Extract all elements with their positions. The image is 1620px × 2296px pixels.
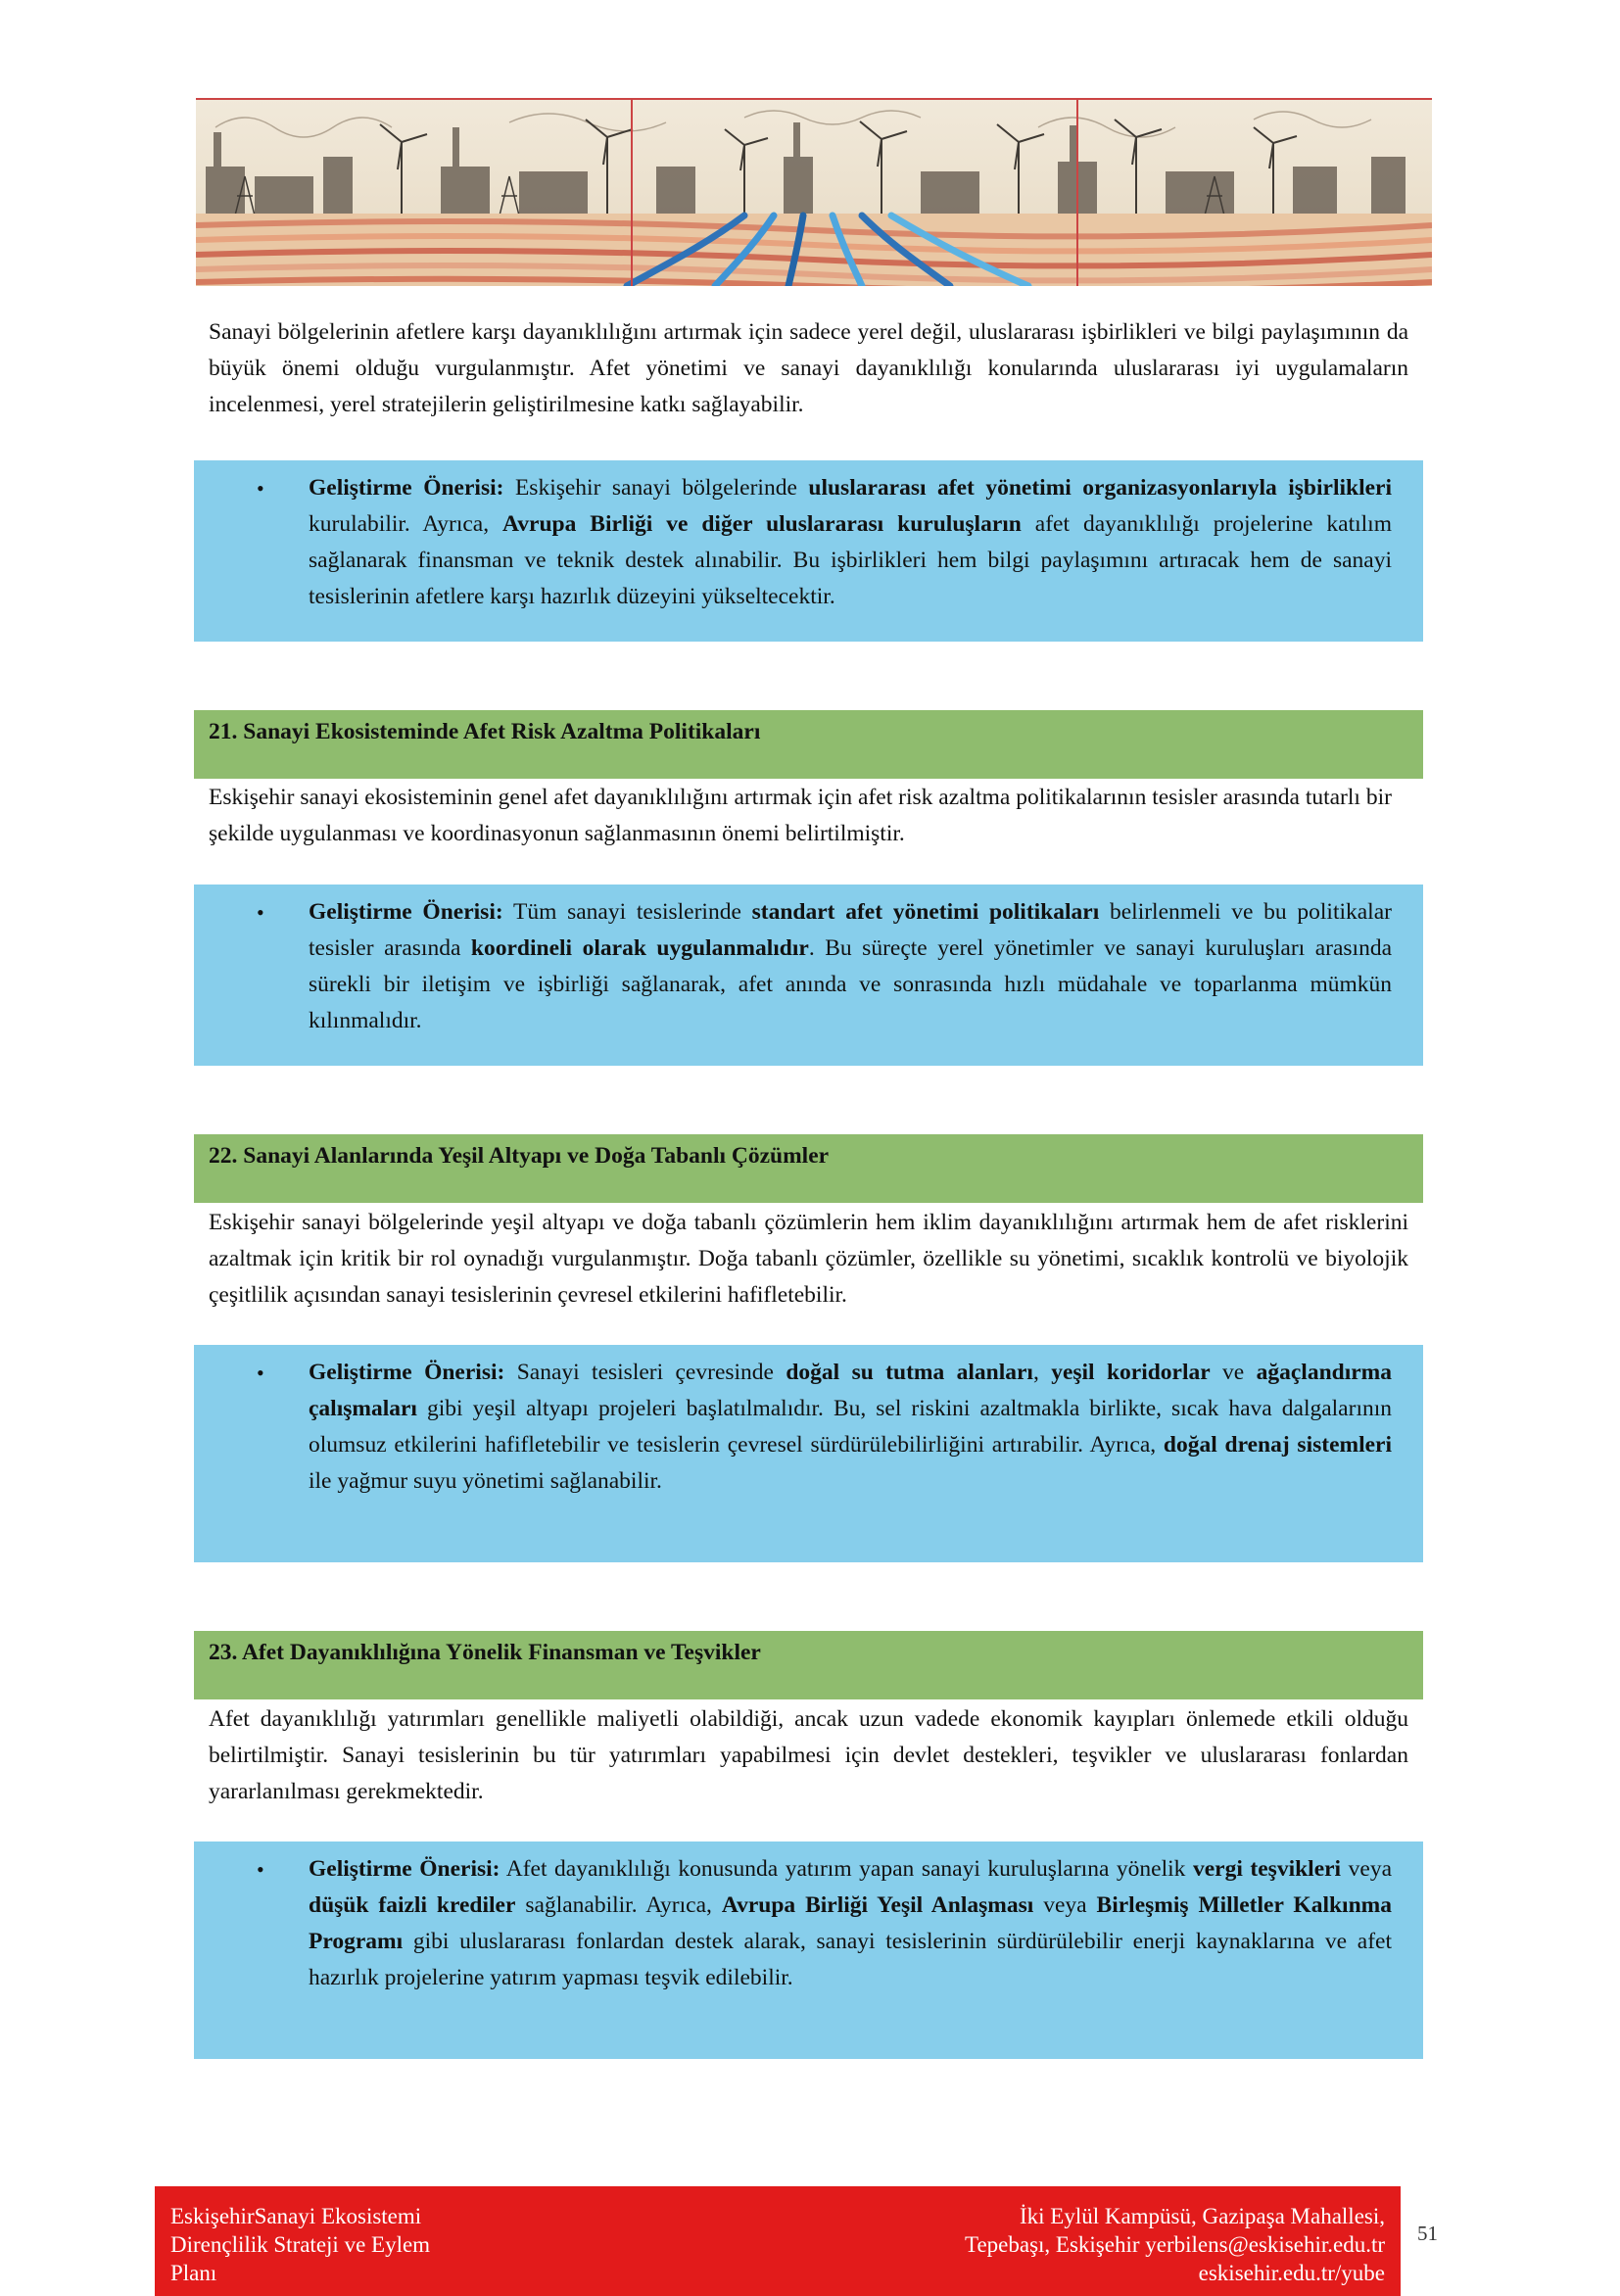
text-run: gibi yeşil altyapı projeleri başlatılmalıdır. Bu, sel riskini azaltmakla birlikte, sıcak hava dalgalarının olumsuz etkilerini hafifletebilir ve tesislerin çevresel sürdürülebilirliğini artırabilir. Ayrıca, [309,1396,1392,1458]
bold-run: uluslararası afet yönetimi organizasyonlarıyla işbirlikleri [808,475,1392,501]
bold-run: Geliştirme Önerisi: [309,475,504,501]
bullet-icon: • [257,1857,264,1882]
bold-run: Birleşmiş Milletler Kalkınma Programı [309,1892,1392,1954]
bold-run: düşük faizli krediler [309,1892,516,1918]
text-run: ile yağmur suyu yönetimi sağlanabilir. [309,1468,662,1494]
bold-run: Geliştirme Önerisi: [309,899,503,925]
suggestion-text [309,1851,1392,1996]
section-heading-23: 23. Afet Dayanıklılığına Yönelik Finansman ve Teşvikler [194,1631,1423,1699]
bold-run: koordineli olarak uygulanmalıdır [470,935,809,961]
page-number: 51 [1417,2222,1438,2245]
bold-run: Avrupa Birliği ve diğer uluslararası kuruluşların [502,511,1022,537]
text-run: Afet dayanıklılığı konusunda yatırım yapan sanayi kuruluşlarına yönelik [500,1856,1193,1882]
bold-run: yeşil koridorlar [1051,1360,1211,1385]
footer-address [965,2202,1385,2287]
suggestion-text [309,1355,1392,1500]
text-run: afet dayanıklılığı projelerine katılım sağlanarak finansman ve teknik destek alınabilir. Bu işbirlikleri hem bilgi paylaşımını artıracak hem de sanayi tesislerinin afetlere karşı hazırlık düzeyini yükseltecektir. [309,511,1392,609]
text-run: . Bu süreçte yerel yönetimler ve sanayi kuruluşları arasında sürekli bir iletişim ve işbirliği sağlanarak, afet anında ve sonrasında hızlı müdahale ve toparlanma mümkün kılınmalıdır. [309,935,1392,1033]
bold-run: doğal drenaj sistemleri [1163,1432,1393,1458]
text-run: belirlenmeli ve bu politikalar tesisler arasında [309,899,1392,961]
footer-right-line: eskisehir.edu.tr/yube [1198,2261,1385,2285]
footer-left-line: EskişehirSanayi Ekosistemi [170,2204,422,2228]
text-run: , [1032,1360,1052,1385]
page-footer [155,2186,1401,2296]
footer-right-line: İki Eylül Kampüsü, Gazipaşa Mahallesi, [1019,2204,1385,2228]
suggestion-box-international-cooperation [194,460,1423,642]
header-illustration [196,98,1432,286]
suggestion-text [309,470,1392,615]
text-run: Sanayi tesisleri çevresinde [504,1360,786,1385]
text-run: gibi uluslararası fonlardan destek alarak, sanayi tesislerinin sürdürülebilir enerji kaynaklarına ve afet hazırlık projelerine yatırım yapması teşvik edilebilir. [309,1929,1392,1990]
text-run: veya [1033,1892,1097,1918]
footer-left-line: Dirençlilik Strateji ve Eylem [170,2232,431,2257]
suggestion-box-section-22 [194,1345,1423,1562]
bold-run: vergi teşvikleri [1192,1856,1342,1882]
bold-run: Avrupa Birliği Yeşil Anlaşması [721,1892,1034,1918]
section-heading-21: 21. Sanayi Ekosisteminde Afet Risk Azaltma Politikaları [194,710,1423,779]
bullet-icon: • [257,1361,264,1385]
suggestion-text [309,894,1392,1039]
suggestion-box-section-21 [194,885,1423,1066]
footer-left-line: Planı [170,2261,217,2285]
bold-run: ağaçlandırma çalışmaları [309,1360,1393,1421]
text-run: veya [1341,1856,1392,1882]
text-run: kurulabilir. Ayrıca, [309,511,503,537]
intro-paragraph: Sanayi bölgelerinin afetlere karşı dayanıklılığını artırmak için sadece yerel değil, uluslararası işbirlikleri ve bilgi paylaşımının da büyük önemi olduğu vurgulanmıştır. Afet yönetimi ve sanayi dayanıklılığı konularında uluslararası iyi uygulamaların incelenmesi, yerel stratejilerin geliştirilmesine katkı sağlayabilir. [209,319,1408,417]
bold-run: Geliştirme Önerisi: [309,1360,505,1385]
text-run: Tüm sanayi tesislerinde [502,899,752,925]
footer-document-title [170,2202,430,2287]
industrial-windfarm-illustration [196,98,1432,286]
bold-run: doğal su tutma alanları [786,1360,1033,1385]
text-run: sağlanabilir. Ayrıca, [515,1892,722,1918]
section-21-paragraph: Eskişehir sanayi ekosisteminin genel afet dayanıklılığını artırmak için afet risk azaltma politikalarının tesisler arasında tutarlı bir şekilde uygulanması ve koordinasyonun sağlanmasının önemi belirtilmiştir. [209,785,1392,846]
bold-run: standart afet yönetimi politikaları [751,899,1100,925]
section-heading-22: 22. Sanayi Alanlarında Yeşil Altyapı ve Doğa Tabanlı Çözümler [194,1134,1423,1203]
bullet-icon: • [257,900,264,925]
section-23-paragraph: Afet dayanıklılığı yatırımları genellikle maliyetli olabildiği, ancak uzun vadede ekonomik kayıpları önlemede etkili olduğu belirtilmiştir. Sanayi tesislerinin bu tür yatırımları yapabilmesi için devlet destekleri, teşvikler ve uluslararası fonlardan yararlanılması gerekmektedir. [209,1706,1408,1804]
text-run: ve [1210,1360,1257,1385]
suggestion-box-section-23 [194,1842,1423,2059]
footer-right-line: Tepebaşı, Eskişehir yerbilens@eskisehir.edu.tr [965,2232,1385,2257]
text-run: Eskişehir sanayi bölgelerinde [503,475,809,501]
bold-run: Geliştirme Önerisi: [309,1856,500,1882]
bullet-icon: • [257,476,264,501]
section-22-paragraph: Eskişehir sanayi bölgelerinde yeşil altyapı ve doğa tabanlı çözümlerin hem iklim dayanıklılığını artırmak hem de afet risklerini azaltmak için kritik bir rol oynadığı vurgulanmıştır. Doğa tabanlı çözümler, özellikle su yönetimi, sıcaklık kontrolü ve biyolojik çeşitlilik açısından sanayi tesislerinin çevresel etkilerini hafifletebilir. [209,1210,1408,1308]
